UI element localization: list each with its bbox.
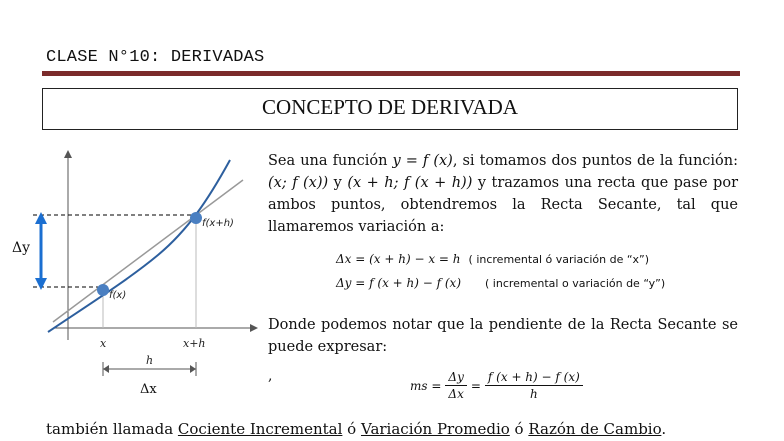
- delta-x-label: Δx: [140, 382, 157, 397]
- header-rule: [42, 71, 740, 76]
- intro-text-3: y: [328, 175, 348, 191]
- slope-paragraph: Donde podemos notar que la pendiente de la Recta Secante se puede expresar:: [268, 317, 738, 355]
- delta-y-label: Δy: [12, 240, 31, 256]
- intro-text-2: , si tomamos dos puntos de la función:: [452, 153, 738, 169]
- slope-den-2: h: [529, 387, 538, 401]
- delta-y-note: ( incremental o variación de “y”): [485, 277, 666, 290]
- delta-y-arrow-bottom: [35, 278, 47, 290]
- y-axis-arrow: [64, 150, 72, 158]
- comma-mark: ,: [268, 368, 273, 384]
- slope-den-1: Δx: [448, 387, 464, 401]
- term-razon-de-cambio: Razón de Cambio: [528, 420, 662, 438]
- delta-y-formula: Δy = f (x + h) − f (x): [336, 276, 461, 290]
- footer-sentence: [46, 420, 666, 438]
- page-title: CONCEPTO DE DERIVADA: [262, 95, 518, 119]
- h-bracket-arrow-right: [190, 365, 196, 373]
- slope-lhs: ms =: [410, 378, 442, 393]
- intro-math-1: y = f (x): [392, 153, 453, 169]
- delta-x-equation: [336, 252, 649, 266]
- intro-text-4: y trazamos una recta que pase por ambos puntos, obtendremos la Recta Secante, tal que llamaremos variación a:: [268, 175, 738, 235]
- footer-pre: también llamada: [46, 420, 178, 438]
- intro-text-1: Sea una función: [268, 153, 393, 169]
- slope-equals: =: [470, 378, 481, 393]
- point-fxh: [190, 212, 202, 224]
- footer-mid-2: ó: [509, 420, 529, 438]
- term-cociente-incremental: Cociente Incremental: [177, 420, 343, 438]
- h-label: h: [146, 354, 154, 367]
- intro-math-2: (x; f (x)): [268, 175, 329, 191]
- slope-num-2: f (x + h) − f (x): [485, 370, 583, 386]
- slope-formula: [410, 370, 583, 401]
- delta-y-arrow-top: [35, 212, 47, 224]
- fxh-label: f(x+h): [202, 218, 234, 229]
- fx-label: f(x): [109, 290, 127, 301]
- slope-fraction-difference: [485, 370, 583, 401]
- x-axis-arrow: [250, 324, 258, 332]
- delta-y-equation: [336, 276, 665, 290]
- intro-math-3: (x + h; f (x + h)): [347, 175, 473, 191]
- h-bracket-arrow-left: [103, 365, 109, 373]
- xh-tick-label: x+h: [183, 337, 206, 350]
- class-header: CLASE N°10: DERIVADAS: [46, 48, 265, 67]
- slope-fraction-deltas: [445, 370, 466, 401]
- x-tick-label: x: [100, 337, 107, 350]
- slope-num-1: Δy: [445, 370, 466, 386]
- footer-end: .: [661, 420, 667, 438]
- title-box: [42, 88, 738, 130]
- secant-line: [53, 180, 243, 322]
- secant-graph: [8, 150, 258, 410]
- delta-x-note: ( incremental ó variación de “x”): [468, 253, 650, 266]
- term-variacion-promedio: Variación Promedio: [360, 420, 510, 438]
- point-fx: [97, 284, 109, 296]
- delta-x-formula: Δx = (x + h) − x = h: [336, 252, 461, 266]
- footer-mid-1: ó: [342, 420, 361, 438]
- intro-paragraph: [268, 150, 738, 238]
